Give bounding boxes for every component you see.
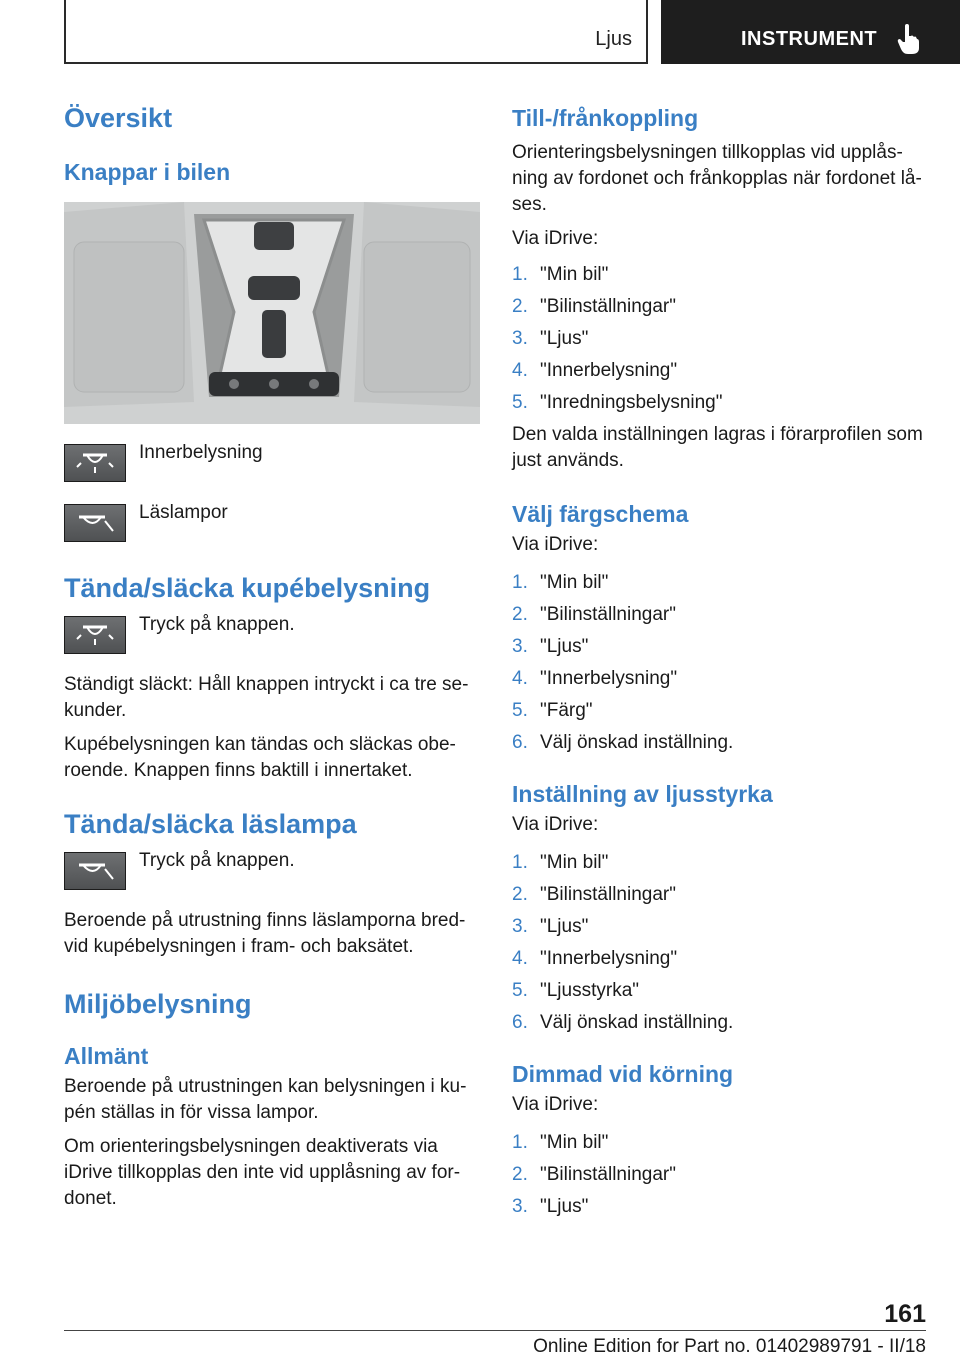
list-number: 1. bbox=[512, 1132, 528, 1153]
color-scheme-heading: Välj färgschema bbox=[512, 501, 689, 527]
list-item bbox=[512, 294, 930, 326]
list-item bbox=[512, 1194, 930, 1226]
cabin-light-instruction: Tryck på knappen. bbox=[139, 614, 295, 635]
list-number: 1. bbox=[512, 852, 528, 873]
list-item bbox=[512, 882, 930, 914]
list-text: "Min bil" bbox=[540, 264, 609, 285]
list-item bbox=[512, 1162, 930, 1194]
list-number: 3. bbox=[512, 328, 528, 349]
color-steps-list bbox=[512, 570, 930, 762]
interior-light-row bbox=[64, 444, 482, 484]
list-number: 3. bbox=[512, 636, 528, 657]
list-number: 4. bbox=[512, 668, 528, 689]
list-item bbox=[512, 978, 930, 1010]
cabin-light-text-2b: roende. Knappen finns baktill i innertaket. bbox=[64, 760, 413, 781]
edition-footer: Online Edition for Part no. 01402989791 - II/18 bbox=[533, 1336, 926, 1357]
cabin-light-text-1b: kunder. bbox=[64, 700, 127, 721]
buttons-heading: Knappar i bilen bbox=[64, 159, 231, 185]
roof-console-photo bbox=[64, 202, 480, 424]
list-text: "Min bil" bbox=[540, 572, 609, 593]
list-text: "Bilinställningar" bbox=[540, 884, 676, 905]
list-number: 5. bbox=[512, 392, 528, 413]
list-item bbox=[512, 850, 930, 882]
brightness-steps-list bbox=[512, 850, 930, 1042]
list-item bbox=[512, 326, 930, 358]
reading-lamp-text-1b: vid kupébelysningen i fram- och baksätet. bbox=[64, 936, 414, 957]
reading-light-label: Läslampor bbox=[139, 502, 228, 523]
reading-lamp-symbol-icon bbox=[65, 853, 125, 889]
list-number: 5. bbox=[512, 700, 528, 721]
footer-divider bbox=[64, 1330, 926, 1331]
list-text: "Ljus" bbox=[540, 916, 589, 937]
pointing-hand-icon bbox=[897, 24, 919, 54]
brightness-via-idrive: Via iDrive: bbox=[512, 814, 599, 835]
list-number: 2. bbox=[512, 884, 528, 905]
cabin-light-button-icon bbox=[64, 616, 126, 654]
ambient-light-heading: Miljöbelysning bbox=[64, 989, 252, 1019]
interior-light-button-icon bbox=[64, 444, 126, 482]
general-text-2a: Om orienteringsbelysningen deaktiverats via bbox=[64, 1136, 438, 1157]
page-number: 161 bbox=[884, 1300, 926, 1328]
general-text-2b: iDrive tillkopplas den inte vid upplåsning av for‐ bbox=[64, 1162, 461, 1183]
brightness-heading: Inställning av ljusstyrka bbox=[512, 781, 773, 807]
left-column bbox=[64, 96, 482, 1212]
list-item bbox=[512, 390, 930, 422]
list-number: 2. bbox=[512, 296, 528, 317]
onoff-text-1c: ses. bbox=[512, 194, 547, 215]
list-text: "Ljusstyrka" bbox=[540, 980, 640, 1001]
list-number: 1. bbox=[512, 264, 528, 285]
overview-heading: Översikt bbox=[64, 103, 173, 133]
reading-light-button-icon bbox=[64, 504, 126, 542]
list-number: 3. bbox=[512, 1196, 528, 1217]
reading-lamp-text-1a: Beroende på utrustning finns läslamporna bred‐ bbox=[64, 910, 466, 931]
list-item bbox=[512, 730, 930, 762]
list-text: "Ljus" bbox=[540, 1196, 589, 1217]
list-number: 4. bbox=[512, 360, 528, 381]
list-text: "Bilinställningar" bbox=[540, 604, 676, 625]
list-number: 1. bbox=[512, 572, 528, 593]
list-text: "Bilinställningar" bbox=[540, 1164, 676, 1185]
list-number: 5. bbox=[512, 980, 528, 1001]
onoff-text-1b: ning av fordonet och frånkopplas när fordonet lå‐ bbox=[512, 168, 922, 189]
general-text-1a: Beroende på utrustningen kan belysningen i ku‐ bbox=[64, 1076, 467, 1097]
general-text-1b: pén ställas in för vissa lampor. bbox=[64, 1102, 319, 1123]
list-text: Välj önskad inställning. bbox=[540, 732, 734, 753]
list-item bbox=[512, 698, 930, 730]
list-text: "Innerbelysning" bbox=[540, 360, 678, 381]
right-column bbox=[512, 96, 930, 1226]
header-chapter-tab[interactable] bbox=[661, 0, 960, 64]
list-number: 4. bbox=[512, 948, 528, 969]
cabin-light-text-1a: Ständigt släckt: Håll knappen intryckt i ca tre se‐ bbox=[64, 674, 469, 695]
reading-light-row bbox=[64, 504, 482, 544]
header-chapter-label: INSTRUMENT bbox=[741, 28, 878, 50]
list-item bbox=[512, 570, 930, 602]
cabin-light-text-2a: Kupébelysningen kan tändas och släckas obe‐ bbox=[64, 734, 456, 755]
list-item bbox=[512, 602, 930, 634]
list-item bbox=[512, 946, 930, 978]
list-item bbox=[512, 666, 930, 698]
list-number: 3. bbox=[512, 916, 528, 937]
color-via-idrive: Via iDrive: bbox=[512, 534, 599, 555]
list-number: 6. bbox=[512, 732, 528, 753]
list-text: "Min bil" bbox=[540, 1132, 609, 1153]
onoff-text-2a: Den valda inställningen lagras i förarprofilen som bbox=[512, 424, 923, 445]
list-item bbox=[512, 914, 930, 946]
reading-lamp-heading: Tända/släcka läslampa bbox=[64, 809, 357, 839]
general-heading: Allmänt bbox=[64, 1043, 149, 1069]
list-number: 2. bbox=[512, 1164, 528, 1185]
list-text: "Innerbelysning" bbox=[540, 668, 678, 689]
dimmed-steps-list bbox=[512, 1130, 930, 1226]
onoff-text-1a: Orienteringsbelysningen tillkopplas vid upplås‐ bbox=[512, 142, 903, 163]
list-text: Välj önskad inställning. bbox=[540, 1012, 734, 1033]
dimmed-heading: Dimmad vid körning bbox=[512, 1061, 734, 1087]
onoff-text-2b: just används. bbox=[512, 450, 624, 471]
onoff-heading: Till-/frånkoppling bbox=[512, 105, 699, 131]
reading-light-symbol-icon bbox=[65, 505, 125, 541]
onoff-via-idrive: Via iDrive: bbox=[512, 228, 599, 249]
list-item bbox=[512, 1130, 930, 1162]
list-number: 6. bbox=[512, 1012, 528, 1033]
interior-light-label: Innerbelysning bbox=[139, 442, 263, 463]
reading-lamp-button-icon bbox=[64, 852, 126, 890]
list-item bbox=[512, 358, 930, 390]
interior-light-symbol-icon bbox=[65, 445, 125, 481]
list-text: "Innerbelysning" bbox=[540, 948, 678, 969]
list-number: 2. bbox=[512, 604, 528, 625]
header-section-box bbox=[64, 0, 648, 64]
list-item bbox=[512, 262, 930, 294]
dimmed-via-idrive: Via iDrive: bbox=[512, 1094, 599, 1115]
cabin-light-heading: Tända/släcka kupébelysning bbox=[64, 573, 431, 603]
list-text: "Min bil" bbox=[540, 852, 609, 873]
reading-lamp-instruction: Tryck på knappen. bbox=[139, 850, 295, 871]
list-text: "Inredningsbelysning" bbox=[540, 392, 723, 413]
list-text: "Ljus" bbox=[540, 636, 589, 657]
onoff-steps-list bbox=[512, 262, 930, 422]
cabin-light-symbol-icon bbox=[65, 617, 125, 653]
list-text: "Färg" bbox=[540, 700, 593, 721]
cabin-light-row bbox=[64, 616, 482, 656]
roof-console-illustration bbox=[64, 202, 480, 424]
list-item bbox=[512, 634, 930, 666]
list-item bbox=[512, 1010, 930, 1042]
header-section-title: Ljus bbox=[595, 28, 632, 50]
list-text: "Ljus" bbox=[540, 328, 589, 349]
reading-lamp-row bbox=[64, 852, 482, 892]
list-text: "Bilinställningar" bbox=[540, 296, 676, 317]
general-text-2c: donet. bbox=[64, 1188, 117, 1209]
